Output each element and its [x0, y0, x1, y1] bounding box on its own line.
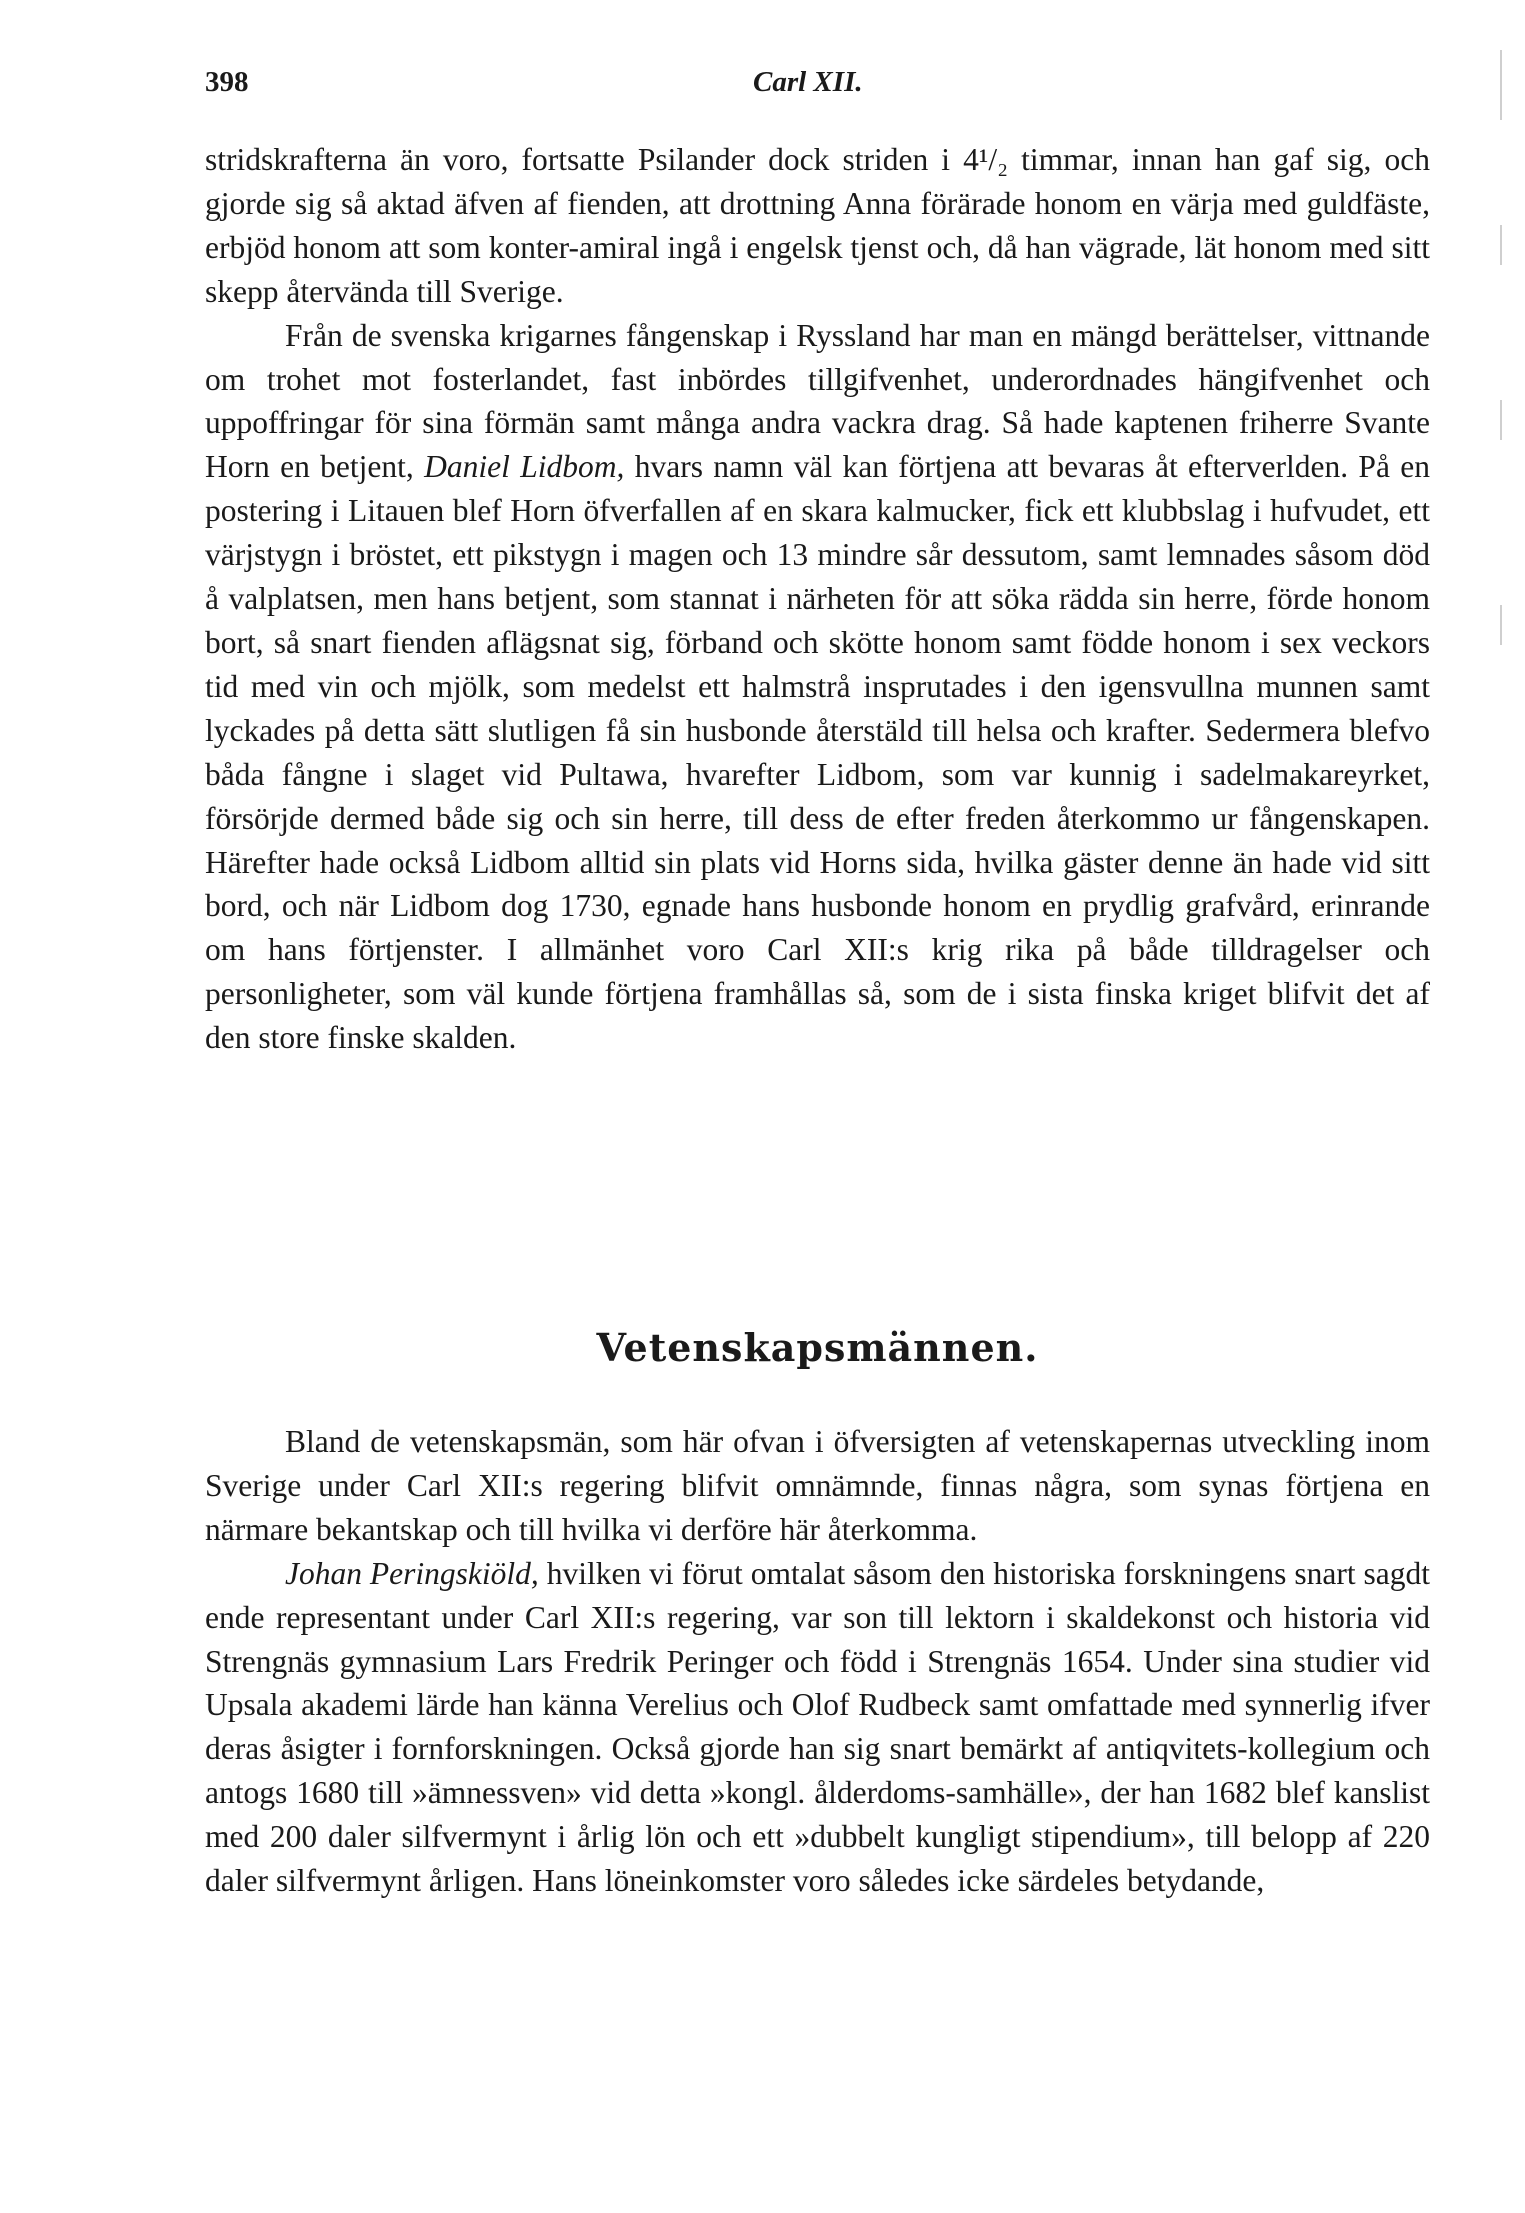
- paragraph-text: Från de svenska krigarnes fångenskap i Ryssland har man en mängd berättelser, vittnande om trohet mot fosterlandet, fast inbördes tillgifvenhet, underordnades hängifvenhet och uppoffringar för sina förmän samt många andra vackra drag. Så hade kaptenen friherre Svante Horn en betjent,: [205, 317, 1430, 485]
- person-name: Daniel Lidbom,: [424, 449, 625, 485]
- person-name: Johan Peringskiöld,: [285, 1555, 539, 1591]
- margin-mark: [1500, 605, 1502, 645]
- paragraph: [205, 138, 1430, 314]
- running-title: Carl XII.: [753, 66, 863, 98]
- paragraph: [205, 1420, 1430, 1552]
- bottom-text-block: [205, 1420, 1430, 1903]
- margin-mark: [1500, 400, 1502, 440]
- paragraph: [205, 314, 1430, 1060]
- page-number: 398: [205, 66, 249, 98]
- paragraph-text: hvilken vi förut omtalat såsom den historiska forskningens snart sagdt ende representant under Carl XII:s regering, var son till lektorn i skaldekonst och historia vid Strengnäs gymnasium Lars Fredrik Peringer och född i Strengnäs 1654. Under sina studier vid Upsala akademi lärde han känna Verelius och Olof Rudbeck samt omfattade med synnerlig ifver deras åsigter i fornforskningen. Också gjorde han sig snart bemärkt af antiqvitets-kollegium och antogs 1680 till »ämnessven» vid detta »kongl. ålderdoms-samhälle», der han 1682 blef kanslist med 200 daler silfvermynt i årlig lön och ett »dubbelt kungligt stipendium», till belopp af 220 daler silfvermynt årligen. Hans löneinkomster voro således icke särdeles betydande,: [205, 1555, 1430, 1899]
- paragraph-text: stridskrafterna än voro, fortsatte Psilander dock striden i 4¹/₂ timmar, innan han gaf sig, och gjorde sig så aktad äfven af fienden, att drottning Anna förärade honom en värja med guldfäste, erbjöd honom att som konter-amiral ingå i engelsk tjenst och, då han vägrade, lät honom med sitt skepp återvända till Sverige.: [205, 142, 1430, 309]
- paragraph: [205, 1552, 1430, 1903]
- page-header: [205, 66, 1330, 106]
- paragraph-text: Bland de vetenskapsmän, som här ofvan i öfversigten af vetenskapernas utveckling inom Sverige under Carl XII:s regering blifvit omnämnde, finnas några, som synas förtjena en närmare bekantskap och till hvilka vi derföre här återkomma.: [205, 1424, 1430, 1547]
- margin-mark: [1500, 225, 1502, 265]
- top-text-block: [205, 138, 1430, 1060]
- margin-mark: [1500, 50, 1502, 120]
- section-heading: Vetenskapsmännen.: [596, 1325, 1039, 1370]
- paragraph-text: hvars namn väl kan förtjena att bevaras åt efterverlden. På en postering i Litauen blef Horn öfverfallen af en skara kalmucker, fick ett klubbslag i hufvudet, ett värjstygn i bröstet, ett pikstygn i magen och 13 mindre sår dessutom, samt lemnades såsom död å valplatsen, men hans betjent, som stannat i närheten för att söka rädda sin herre, förde honom bort, så snart fienden aflägsnat sig, förband och skötte honom samt födde honom i sex veckors tid med vin och mjölk, som medelst ett halmstrå insprutades i den igensvullna munnen samt lyckades på detta sätt slutligen få sin husbonde återstäld till helsa och krafter. Sedermera blefvo båda fångne i slaget vid Pultawa, hvarefter Lidbom, som var kunnig i sadelmakareyrket, försörjde dermed både sig och sin herre, till dess de efter freden återkommo ur fångenskapen. Härefter hade också Lidbom alltid sin plats vid Horns sida, hvilka gäster denne än hade vid sitt bord, och när Lidbom dog 1730, egnade hans husbonde honom en prydlig grafvård, erinrande om hans förtjenster. I allmänhet voro Carl XII:s krig rika på både tilldragelser och personligheter, som väl kunde förtjena framhållas så, som de i sista finska kriget blifvit det af den store finske skalden.: [205, 449, 1431, 1056]
